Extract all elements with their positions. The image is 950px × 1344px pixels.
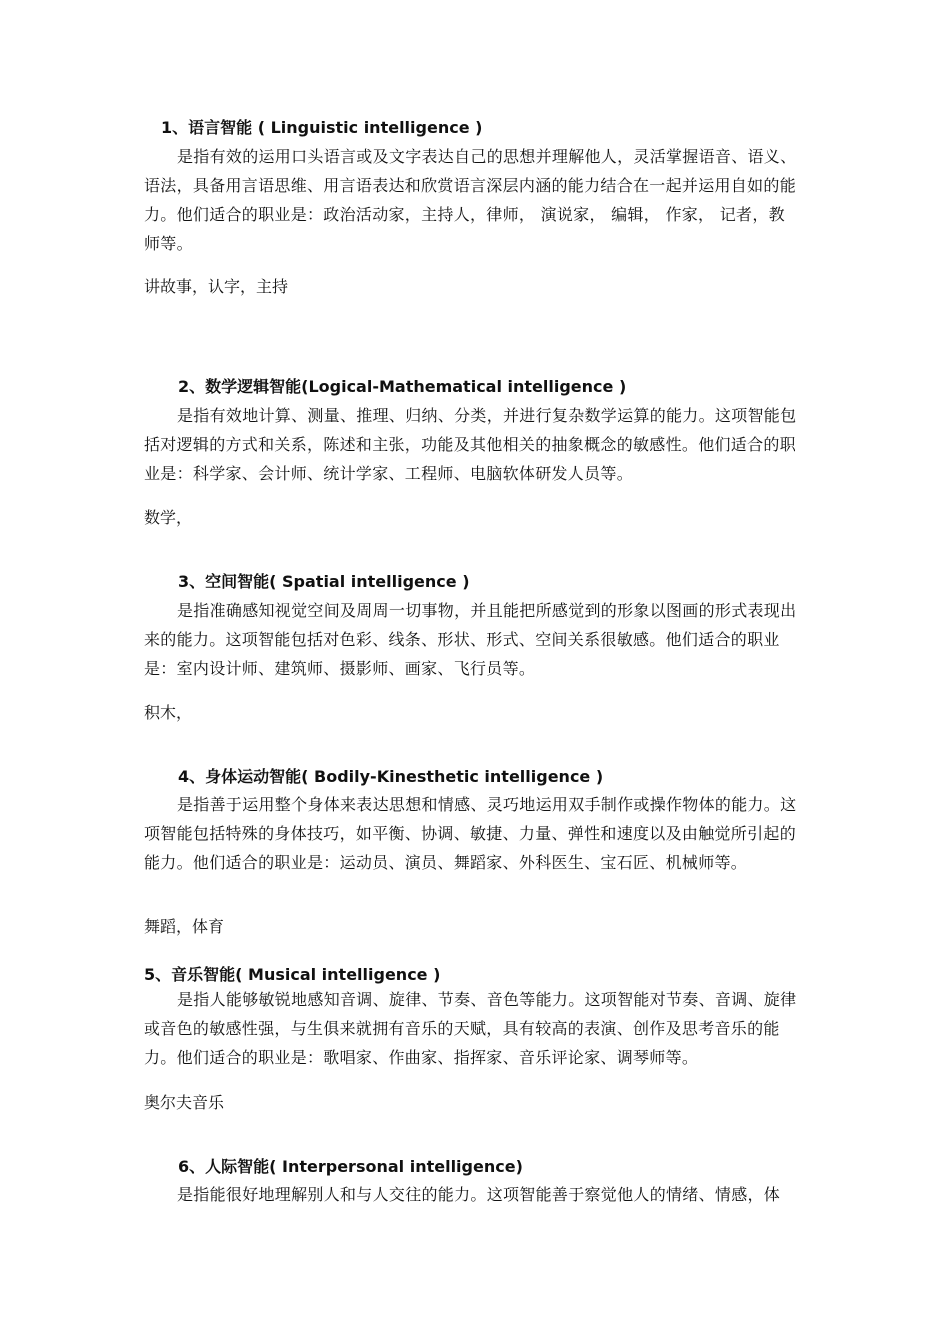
section-body-bodily-kinesthetic: 是指善于运用整个身体来表达思想和情感、灵巧地运用双手制作或操作物体的能力。这项智能包括特殊的身体技巧，如平衡、协调、敏捷、力量、弹性和速度以及由触觉所引起的能力。他们适合的职业是：运动员、演员、舞蹈家、外科医生、宝石匠、机械师等。 [144,795,797,872]
section-note-bodily-kinesthetic: 舞蹈，体育 [144,917,225,936]
section-note-musical: 奥尔夫音乐 [144,1093,225,1112]
section-heading-spatial: 3、空间智能( Spatial intelligence ) [178,572,470,591]
section-body-spatial: 是指准确感知视觉空间及周周一切事物，并且能把所感觉到的形象以图画的形式表现出来的能力。这项智能包括对色彩、线条、形状、形式、空间关系很敏感。他们适合的职业是：室内设计师、建筑师、摄影师、画家、飞行员等。 [144,601,797,678]
section-note-spatial: 积木， [144,703,193,722]
section-note-linguistic: 讲故事，认字，主持 [144,277,289,296]
section-heading-linguistic: 1、语言智能 ( Linguistic intelligence ) [161,118,483,137]
section-note-logical-mathematical: 数学， [144,508,193,527]
section-body-interpersonal: 是指能很好地理解别人和与人交往的能力。这项智能善于察觉他人的情绪、情感，体 [177,1185,781,1204]
section-heading-bodily-kinesthetic: 4、身体运动智能( Bodily-Kinesthetic intelligence ) [178,767,604,786]
section-heading-musical: 5、音乐智能( Musical intelligence ) [144,965,441,984]
section-heading-logical-mathematical: 2、数学逻辑智能(Logical-Mathematical intelligence ) [178,377,627,396]
section-body-logical-mathematical: 是指有效地计算、测量、推理、归纳、分类，并进行复杂数学运算的能力。这项智能包括对逻辑的方式和关系，陈述和主张，功能及其他相关的抽象概念的敏感性。他们适合的职业是：科学家、会计师、统计学家、工程师、电脑软体研发人员等。 [144,406,797,483]
section-body-linguistic: 是指有效的运用口头语言或及文字表达自己的思想并理解他人，灵活掌握语音、语义、语法，具备用言语思维、用言语表达和欣赏语言深层内涵的能力结合在一起并运用自如的能力。他们适合的职业是：政治活动家，主持人，律师， 演说家， 编辑， 作家， 记者，教师等。 [144,147,797,253]
section-heading-interpersonal: 6、人际智能( Interpersonal intelligence) [178,1157,523,1176]
section-body-musical: 是指人能够敏锐地感知音调、旋律、节奏、音色等能力。这项智能对节奏、音调、旋律或音色的敏感性强，与生俱来就拥有音乐的天赋，具有较高的表演、创作及思考音乐的能力。他们适合的职业是：歌唱家、作曲家、指挥家、音乐评论家、调琴师等。 [144,990,797,1067]
